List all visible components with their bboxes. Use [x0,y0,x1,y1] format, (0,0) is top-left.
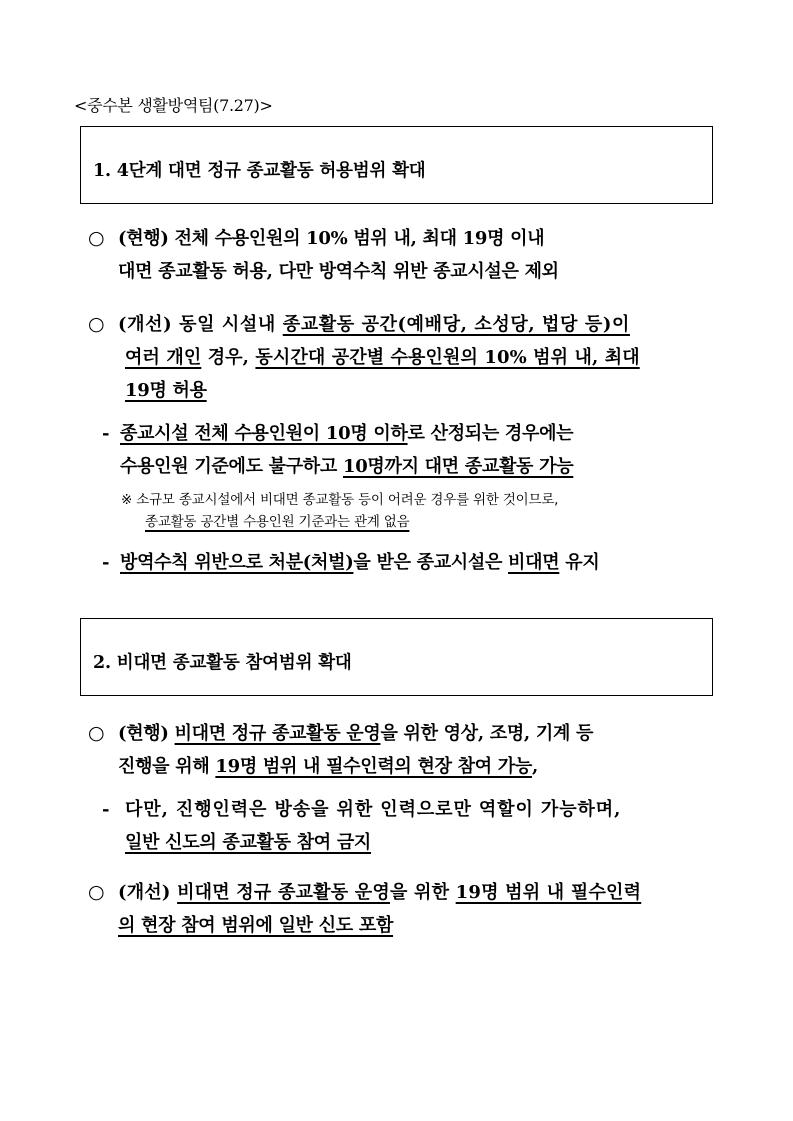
s1-note-line1: ※ 소규모 종교시설에서 비대면 종교활동 등이 어려운 경우를 위한 것이므로, [121,492,559,508]
s1-item2-line3: 19명 허용 [125,380,207,401]
s2-item1-line2: 진행을 위해 19명 범위 내 필수인력의 현장 참여 가능, [118,756,538,777]
section2-title-box [80,618,713,696]
s2-item2-line1: (개선) 비대면 정규 종교활동 운영을 위한 19명 범위 내 필수인력 [118,882,642,903]
reference-mark-icon: ※ [121,492,133,508]
circle-bullet: ○ [88,722,105,744]
circle-bullet: ○ [88,881,105,903]
s1-item1-line2: 대면 종교활동 허용, 다만 방역수칙 위반 종교시설은 제외 [118,261,559,282]
s1-sub2-line: 방역수칙 위반으로 처분(처벌)을 받은 종교시설은 비대면 유지 [120,552,600,573]
section2-title: 2. 비대면 종교활동 참여범위 확대 [93,653,352,673]
s2-sub1-line2: 일반 신도의 종교활동 참여 금지 [125,832,372,853]
dash-bullet: - [102,552,110,573]
s1-note-line2: 종교활동 공간별 수용인원 기준과는 관계 없음 [145,514,410,530]
s1-item2-line2: 여러 개인 경우, 동시간대 공간별 수용인원의 10% 범위 내, 최대 [125,347,640,368]
s1-sub1-line2: 수용인원 기준에도 불구하고 10명까지 대면 종교활동 가능 [120,456,574,477]
dash-bullet: - [102,423,110,444]
s2-item1-line1: (현행) 비대면 정규 종교활동 운영을 위한 영상, 조명, 기계 등 [118,723,594,744]
circle-bullet: ○ [88,227,105,249]
document-header: <중수본 생활방역팀(7.27)> [74,96,273,115]
section1-title-box [80,126,713,204]
circle-bullet: ○ [88,313,105,335]
s1-item1-line1: (현행) 전체 수용인원의 10% 범위 내, 최대 19명 이내 [118,228,545,249]
s2-item2-line2: 의 현장 참여 범위에 일반 신도 포함 [118,915,394,936]
section1-title: 1. 4단계 대면 정규 종교활동 허용범위 확대 [93,161,426,181]
s2-sub1-line1: 다만, 진행인력은 방송을 위한 인력으로만 역할이 가능하며, [125,799,622,820]
dash-bullet: - [102,799,110,820]
s1-item2-line1: (개선) 동일 시설내 종교활동 공간(예배당, 소성당, 법당 등)이 [118,314,630,335]
s1-sub1-line1: 종교시설 전체 수용인원이 10명 이하로 산정되는 경우에는 [120,423,574,444]
